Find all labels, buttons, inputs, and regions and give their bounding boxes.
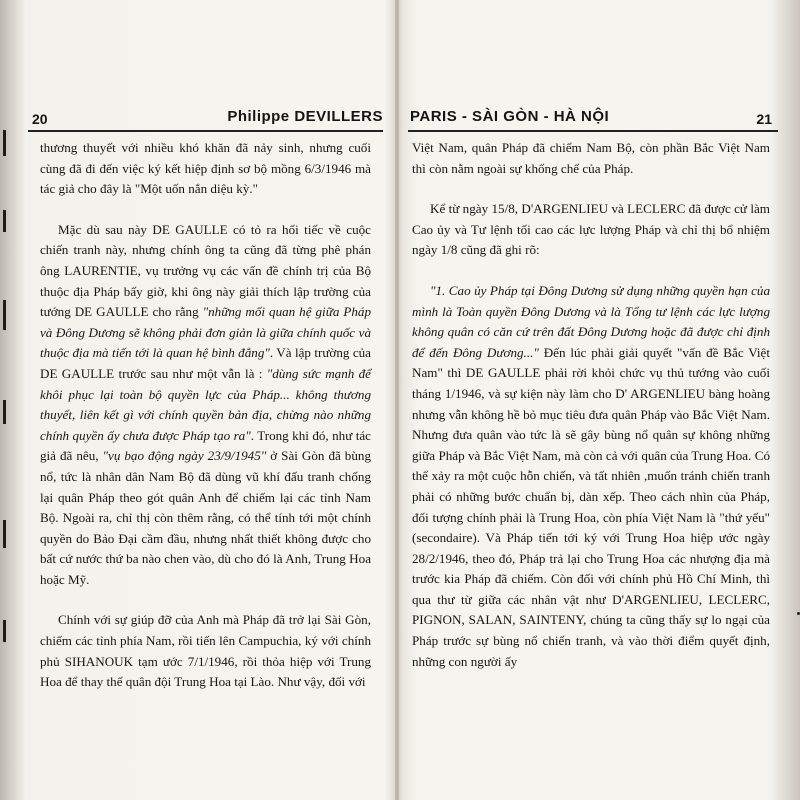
text-run: Đến lúc phải giải quyết "vấn đề Bắc Việt Nam" thì DE GAULLE phải rời khỏi chức vụ thủ tướng vào cuối tháng 1/1946, và sự kiện này làm cho D' ARGENLIEU bàng hoàng nhưng vẫn không hề bỏ mục tiêu đưa quân Pháp vào Bắc Việt Nam. Nhưng đưa quân vào tức là sẽ gây bùng nổ quân sự không những giữa Pháp và Bắc Việt Nam, mà còn cả với quân của Trung Hoa. Có thể xảy ra một cuộc hỗn chiến, và tất nhiên ,muốn tránh chiến tranh phải có những bước chuẩn bị, dàn xếp. Theo cách nhìn của Pháp, đối tượng chính phải là Trung Hoa, còn phía Việt Nam là "thứ yếu" (secondaire). Và Pháp tiến tới ký với Trung Hoa hiệp ước ngày 28/2/1946, theo đó, Pháp trả lại cho Trung Hoa các nhượng địa mà trước kia Pháp đã chiếm. Còn đối với chính phủ Hồ Chí Minh, thì qua thư từ giữa các nhân vật như D'ARGENLIEU, LECLERC, PIGNON, SALAN, SAINTENY, chúng ta cũng thấy sự lo ngại của Pháp trước sự bùng nổ chiến tranh, và vào thời điểm quyết định, những con người ấy [412, 344, 770, 669]
italic-quote: "những mối quan hệ giữa Pháp và Đông Dương sẽ không phải đơn giản là giữa chính quốc và thuộc địa mà tiến tới là quan hệ bình đẳng" [40, 304, 371, 361]
text-run: thương thuyết với nhiều khó khăn đã nảy sinh, nhưng cuối cùng đã đi đến việc ký kết hiệp định sơ bộ mồng 6/3/1946 mà tác giả cho đây là "Một uốn nắn diệu kỳ." [40, 140, 371, 197]
left-header-rule [28, 130, 383, 132]
paragraph [412, 199, 770, 261]
paragraph [40, 220, 371, 591]
text-run: Kể từ ngày 15/8, D'ARGENLIEU và LECLERC đã được cử làm Cao ủy và Tư lệnh tối cao các lực lượng Pháp và chỉ thị bổ nhiệm ngày 1/8 cũng đã ghi rõ: [412, 201, 770, 258]
left-running-title: Philippe DEVILLERS [227, 108, 383, 125]
text-run: ở Sài Gòn đã bùng nổ, tức là nhân dân Nam Bộ đã dùng vũ khí đấu tranh chống lại quân Pháp theo gót quân Anh để chiếm lại các tỉnh Nam Bộ. Ngoài ra, chỉ thị còn thêm rằng, có thể tính tới một chính quyền do Bảo Đại cầm đầu, nhưng nhất thiết không được cho bất cứ nước thứ ba nào chen vào, dù cho đó là Anh, Trung Hoa hoặc Mỹ. [40, 448, 371, 587]
text-run: Mặc dù sau này DE GAULLE có tỏ ra hối tiếc về cuộc chiến tranh này, nhưng chính ông ta cũng đã từng phê phán ông LAURENTIE, vụ trưởng vụ các vấn đề chính trị của Bộ thuộc địa Pháp bấy giờ, khi ông này giải thích lập trường của tướng DE GAULLE cho rằng [40, 221, 371, 320]
page-edge-marks [0, 100, 18, 700]
italic-quote: "1. Cao ủy Pháp tại Đông Dương sử dụng những quyền hạn của mình là Toàn quyền Đông Dương và là Tổng tư lệnh các lực lượng không quân có căn cứ trên đất Đông Dương hoặc đã được chỉ định để đến Đông Dương..." [412, 282, 770, 360]
text-run: Chính với sự giúp đỡ của Anh mà Pháp đã trở lại Sài Gòn, chiếm các tỉnh phía Nam, rồi tiến lên Campuchia, ký với chính phủ SIHANOUK tạm ước 7/1/1946, rồi thỏa hiệp với Trung Hoa để thay thế quân đội Trung Hoa tại Lào. Như vậy, đối với [40, 612, 371, 690]
right-running-title: PARIS - SÀI GÒN - HÀ NỘI [410, 108, 610, 125]
paragraph [412, 138, 770, 179]
left-page [28, 0, 383, 800]
book-gutter [395, 0, 399, 800]
paragraph [40, 610, 371, 692]
text-run: Việt Nam, quân Pháp đã chiếm Nam Bộ, còn phần Bắc Việt Nam thì còn nằm ngoài sự khống chế của Pháp. [412, 140, 770, 176]
right-header-rule [408, 130, 778, 132]
italic-quote: "vụ bạo động ngày 23/9/1945" [102, 448, 267, 464]
text-run: . Và lập trường của DE GAULLE trước sau như một vẫn là : [40, 345, 371, 381]
left-page-body [40, 138, 371, 693]
paragraph [412, 281, 770, 672]
paragraph [40, 138, 371, 200]
left-running-head [28, 108, 383, 130]
italic-quote: "dùng sức mạnh để khôi phục lại toàn bộ quyền lực của Pháp... không thương thuyết, liên kết gì với chính quyền bản địa, chừng nào những chính quyền ấy chưa được Pháp tạo ra" [40, 365, 371, 443]
right-page-body [412, 138, 770, 672]
right-page-number: 21 [756, 111, 772, 127]
left-page-number: 20 [32, 111, 48, 127]
text-run: . Trong khi đó, như tác giả đã nêu, [40, 427, 371, 464]
right-running-head [408, 108, 778, 130]
right-page [408, 0, 778, 800]
